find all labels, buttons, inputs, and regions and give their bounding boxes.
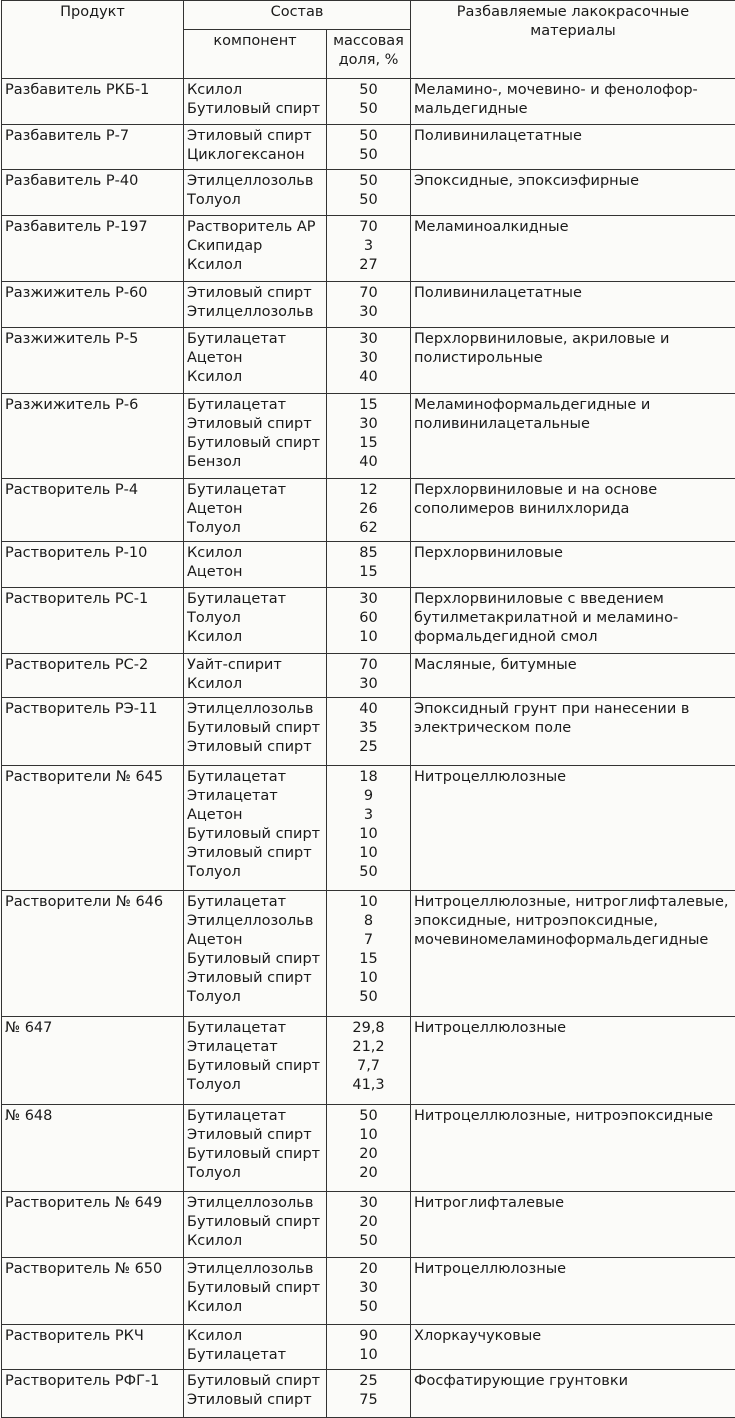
table-row [2,394,735,479]
fraction-list [327,216,411,282]
mass-fraction: 9 [330,787,407,806]
component-name: Толуол [187,519,323,538]
mass-fraction: 50 [330,100,407,119]
mass-fraction: 90 [330,1327,407,1346]
fraction-list [327,1105,411,1192]
materials-line: Поливинилацетатные [414,284,732,303]
table-row [2,766,735,891]
mass-fraction: 60 [330,609,407,628]
fraction-list [327,394,411,479]
mass-fraction: 25 [330,1372,407,1391]
materials-line: Фосфатирующие грунтовки [414,1372,732,1391]
mass-fraction: 50 [330,172,407,191]
mass-fraction: 50 [330,81,407,100]
materials-cell [411,282,735,328]
materials-cell [411,216,735,282]
table-row [2,170,735,216]
mass-fraction: 21,2 [330,1038,407,1057]
table-row [2,479,735,542]
component-name: Бутилацетат [187,1107,323,1126]
component-name: Этилцеллозольв [187,1260,323,1279]
table-row [2,282,735,328]
component-name: Бутилацетат [187,396,323,415]
mass-fraction: 25 [330,738,407,757]
materials-line: Перхлорвиниловые, акриловые и [414,330,732,349]
product-name: № 648 [2,1105,184,1192]
component-list [184,1258,327,1325]
table-row [2,542,735,588]
header-composition: Состав [184,1,411,30]
materials-cell [411,1192,735,1258]
component-name: Бутиловый спирт [187,1372,323,1391]
component-name: Бутиловый спирт [187,434,323,453]
product-name: Разбавитель Р-40 [2,170,184,216]
component-name: Бутиловый спирт [187,1213,323,1232]
header-component: компонент [184,30,327,79]
mass-fraction: 30 [330,675,407,694]
component-name: Ацетон [187,563,323,582]
header-materials-line: Разбавляемые лакокрасочные [414,3,732,22]
mass-fraction: 85 [330,544,407,563]
mass-fraction: 50 [330,191,407,210]
fraction-list [327,542,411,588]
fraction-list [327,282,411,328]
product-name: Растворитель Р-10 [2,542,184,588]
fraction-list [327,588,411,654]
component-name: Бутилацетат [187,1019,323,1038]
component-list [184,1325,327,1370]
table-row [2,1105,735,1192]
materials-line: бутилметакрилатной и меламино- [414,609,732,628]
component-list [184,216,327,282]
component-name: Ацетон [187,806,323,825]
component-name: Скипидар [187,237,323,256]
component-list [184,479,327,542]
mass-fraction: 50 [330,1298,407,1317]
materials-cell [411,125,735,170]
materials-cell [411,1325,735,1370]
component-name: Толуол [187,863,323,882]
mass-fraction: 35 [330,719,407,738]
component-name: Этиловый спирт [187,738,323,757]
component-name: Толуол [187,1164,323,1183]
mass-fraction: 70 [330,656,407,675]
materials-line: Перхлорвиниловые и на основе [414,481,732,500]
mass-fraction: 15 [330,950,407,969]
mass-fraction: 29,8 [330,1019,407,1038]
component-list [184,79,327,125]
materials-line: эпоксидные, нитроэпоксидные, [414,912,732,931]
component-name: Ацетон [187,931,323,950]
component-name: Ксилол [187,1298,323,1317]
component-name: Толуол [187,1076,323,1095]
component-name: Этилцеллозольв [187,303,323,322]
component-list [184,766,327,891]
mass-fraction: 75 [330,1391,407,1410]
mass-fraction: 30 [330,415,407,434]
component-name: Бутиловый спирт [187,1057,323,1076]
mass-fraction: 10 [330,1346,407,1365]
materials-cell [411,891,735,1017]
component-name: Бутиловый спирт [187,100,323,119]
mass-fraction: 40 [330,700,407,719]
component-name: Бензол [187,453,323,472]
materials-line: Хлоркаучуковые [414,1327,732,1346]
materials-line: Эпоксидный грунт при нанесении в [414,700,732,719]
component-list [184,125,327,170]
table-row [2,79,735,125]
materials-cell [411,542,735,588]
materials-line: полистирольные [414,349,732,368]
materials-cell [411,1370,735,1418]
component-list [184,394,327,479]
mass-fraction: 15 [330,434,407,453]
solvents-table [1,0,735,1418]
mass-fraction: 7,7 [330,1057,407,1076]
product-name: Растворитель № 650 [2,1258,184,1325]
fraction-list [327,1192,411,1258]
table-row [2,891,735,1017]
mass-fraction: 20 [330,1260,407,1279]
materials-line: Нитроцеллюлозные [414,1019,732,1038]
mass-fraction: 30 [330,330,407,349]
materials-cell [411,479,735,542]
materials-line: Перхлорвиниловые [414,544,732,563]
component-list [184,588,327,654]
component-name: Этиловый спирт [187,969,323,988]
fraction-list [327,79,411,125]
mass-fraction: 50 [330,146,407,165]
mass-fraction: 7 [330,931,407,950]
mass-fraction: 10 [330,825,407,844]
component-name: Этилцеллозольв [187,912,323,931]
materials-line: Нитроглифталевые [414,1194,732,1213]
mass-fraction: 30 [330,590,407,609]
mass-fraction: 3 [330,237,407,256]
table-row [2,698,735,766]
mass-fraction: 50 [330,1107,407,1126]
component-list [184,1370,327,1418]
product-name: № 647 [2,1017,184,1105]
product-name: Растворитель РЭ-11 [2,698,184,766]
header-product: Продукт [2,1,184,79]
component-name: Ксилол [187,368,323,387]
mass-fraction: 20 [330,1145,407,1164]
mass-fraction: 20 [330,1213,407,1232]
materials-cell [411,1258,735,1325]
component-list [184,654,327,698]
mass-fraction: 41,3 [330,1076,407,1095]
component-name: Ксилол [187,256,323,275]
fraction-list [327,1370,411,1418]
materials-cell [411,1017,735,1105]
product-name: Растворитель РС-1 [2,588,184,654]
mass-fraction: 8 [330,912,407,931]
component-name: Бутиловый спирт [187,719,323,738]
table-row [2,216,735,282]
component-name: Бутиловый спирт [187,1279,323,1298]
component-list [184,282,327,328]
materials-line: Меламиноалкидные [414,218,732,237]
mass-fraction: 30 [330,349,407,368]
materials-cell [411,1105,735,1192]
table-row [2,125,735,170]
component-name: Бутилацетат [187,481,323,500]
fraction-list [327,1017,411,1105]
header-materials-line: материалы [414,22,732,41]
component-name: Циклогексанон [187,146,323,165]
mass-fraction: 10 [330,969,407,988]
component-name: Растворитель АР [187,218,323,237]
mass-fraction: 20 [330,1164,407,1183]
mass-fraction: 70 [330,218,407,237]
table-row [2,588,735,654]
component-name: Толуол [187,609,323,628]
product-name: Разжижитель Р-5 [2,328,184,394]
materials-line: Перхлорвиниловые с введением [414,590,732,609]
component-name: Ацетон [187,500,323,519]
fraction-list [327,1325,411,1370]
mass-fraction: 40 [330,368,407,387]
mass-fraction: 15 [330,396,407,415]
materials-line: Поливинилацетатные [414,127,732,146]
product-name: Растворитель РФГ-1 [2,1370,184,1418]
table-row [2,1192,735,1258]
component-name: Ксилол [187,81,323,100]
product-name: Разбавитель РКБ-1 [2,79,184,125]
component-name: Этиловый спирт [187,844,323,863]
fraction-list [327,766,411,891]
component-name: Ксилол [187,1327,323,1346]
component-name: Этилацетат [187,787,323,806]
header-materials [411,1,735,79]
materials-cell [411,170,735,216]
component-list [184,891,327,1017]
component-name: Уайт-спирит [187,656,323,675]
component-name: Этилцеллозольв [187,1194,323,1213]
materials-cell [411,654,735,698]
materials-line: Эпоксидные, эпоксиэфирные [414,172,732,191]
component-name: Этиловый спирт [187,1391,323,1410]
materials-line: Меламино-, мочевино- и фенолофор- [414,81,732,100]
component-name: Ацетон [187,349,323,368]
component-name: Этиловый спирт [187,127,323,146]
materials-line: Нитроцеллюлозные [414,768,732,787]
fraction-list [327,654,411,698]
mass-fraction: 15 [330,563,407,582]
component-list [184,1017,327,1105]
materials-line: поливинилацетальные [414,415,732,434]
materials-line: Масляные, битумные [414,656,732,675]
mass-fraction: 50 [330,863,407,882]
component-list [184,698,327,766]
materials-line: электрическом поле [414,719,732,738]
materials-cell [411,79,735,125]
mass-fraction: 26 [330,500,407,519]
mass-fraction: 50 [330,1232,407,1251]
header-fraction-line: доля, % [330,51,407,70]
materials-line: мочевиномеламиноформальдегидные [414,931,732,950]
materials-cell [411,698,735,766]
table-row [2,1258,735,1325]
component-name: Бутилацетат [187,768,323,787]
materials-line: сополимеров винилхлорида [414,500,732,519]
materials-line: Нитроцеллюлозные, нитроглифталевые, [414,893,732,912]
component-name: Этилацетат [187,1038,323,1057]
mass-fraction: 30 [330,1279,407,1298]
component-name: Бутилацетат [187,1346,323,1365]
mass-fraction: 50 [330,127,407,146]
fraction-list [327,479,411,542]
materials-cell [411,328,735,394]
table-row [2,328,735,394]
mass-fraction: 10 [330,628,407,647]
header-row-top [2,1,735,30]
materials-cell [411,588,735,654]
materials-line: Нитроцеллюлозные, нитроэпоксидные [414,1107,732,1126]
header-fraction-line: массовая [330,32,407,51]
mass-fraction: 70 [330,284,407,303]
fraction-list [327,891,411,1017]
component-list [184,1192,327,1258]
mass-fraction: 3 [330,806,407,825]
product-name: Разбавитель Р-197 [2,216,184,282]
component-name: Толуол [187,191,323,210]
component-name: Бутиловый спирт [187,825,323,844]
component-name: Бутилацетат [187,590,323,609]
mass-fraction: 30 [330,1194,407,1213]
component-name: Бутиловый спирт [187,950,323,969]
component-name: Бутилацетат [187,893,323,912]
mass-fraction: 10 [330,844,407,863]
component-name: Бутилацетат [187,330,323,349]
table-row [2,654,735,698]
component-name: Этиловый спирт [187,1126,323,1145]
mass-fraction: 10 [330,893,407,912]
mass-fraction: 62 [330,519,407,538]
mass-fraction: 12 [330,481,407,500]
component-list [184,170,327,216]
mass-fraction: 40 [330,453,407,472]
fraction-list [327,170,411,216]
component-name: Ксилол [187,1232,323,1251]
component-name: Ксилол [187,544,323,563]
materials-line: Нитроцеллюлозные [414,1260,732,1279]
product-name: Разбавитель Р-7 [2,125,184,170]
mass-fraction: 18 [330,768,407,787]
component-name: Этиловый спирт [187,284,323,303]
header-mass-fraction [327,30,411,79]
product-name: Растворитель РКЧ [2,1325,184,1370]
product-name: Растворители № 645 [2,766,184,891]
component-name: Этилцеллозольв [187,700,323,719]
component-name: Ксилол [187,628,323,647]
table-row [2,1325,735,1370]
materials-cell [411,766,735,891]
component-name: Этилцеллозольв [187,172,323,191]
mass-fraction: 27 [330,256,407,275]
product-name: Растворитель Р-4 [2,479,184,542]
table-row [2,1370,735,1418]
fraction-list [327,1258,411,1325]
fraction-list [327,125,411,170]
materials-line: Меламиноформальдегидные и [414,396,732,415]
product-name: Растворитель № 649 [2,1192,184,1258]
product-name: Растворители № 646 [2,891,184,1017]
table-row [2,1017,735,1105]
fraction-list [327,698,411,766]
table-body [2,79,735,1418]
component-list [184,328,327,394]
component-name: Бутиловый спирт [187,1145,323,1164]
materials-line: формальдегидной смол [414,628,732,647]
materials-cell [411,394,735,479]
product-name: Разжижитель Р-6 [2,394,184,479]
component-list [184,542,327,588]
materials-line: мальдегидные [414,100,732,119]
mass-fraction: 50 [330,988,407,1007]
fraction-list [327,328,411,394]
component-name: Ксилол [187,675,323,694]
component-name: Толуол [187,988,323,1007]
product-name: Растворитель РС-2 [2,654,184,698]
component-name: Этиловый спирт [187,415,323,434]
mass-fraction: 10 [330,1126,407,1145]
mass-fraction: 30 [330,303,407,322]
component-list [184,1105,327,1192]
product-name: Разжижитель Р-60 [2,282,184,328]
